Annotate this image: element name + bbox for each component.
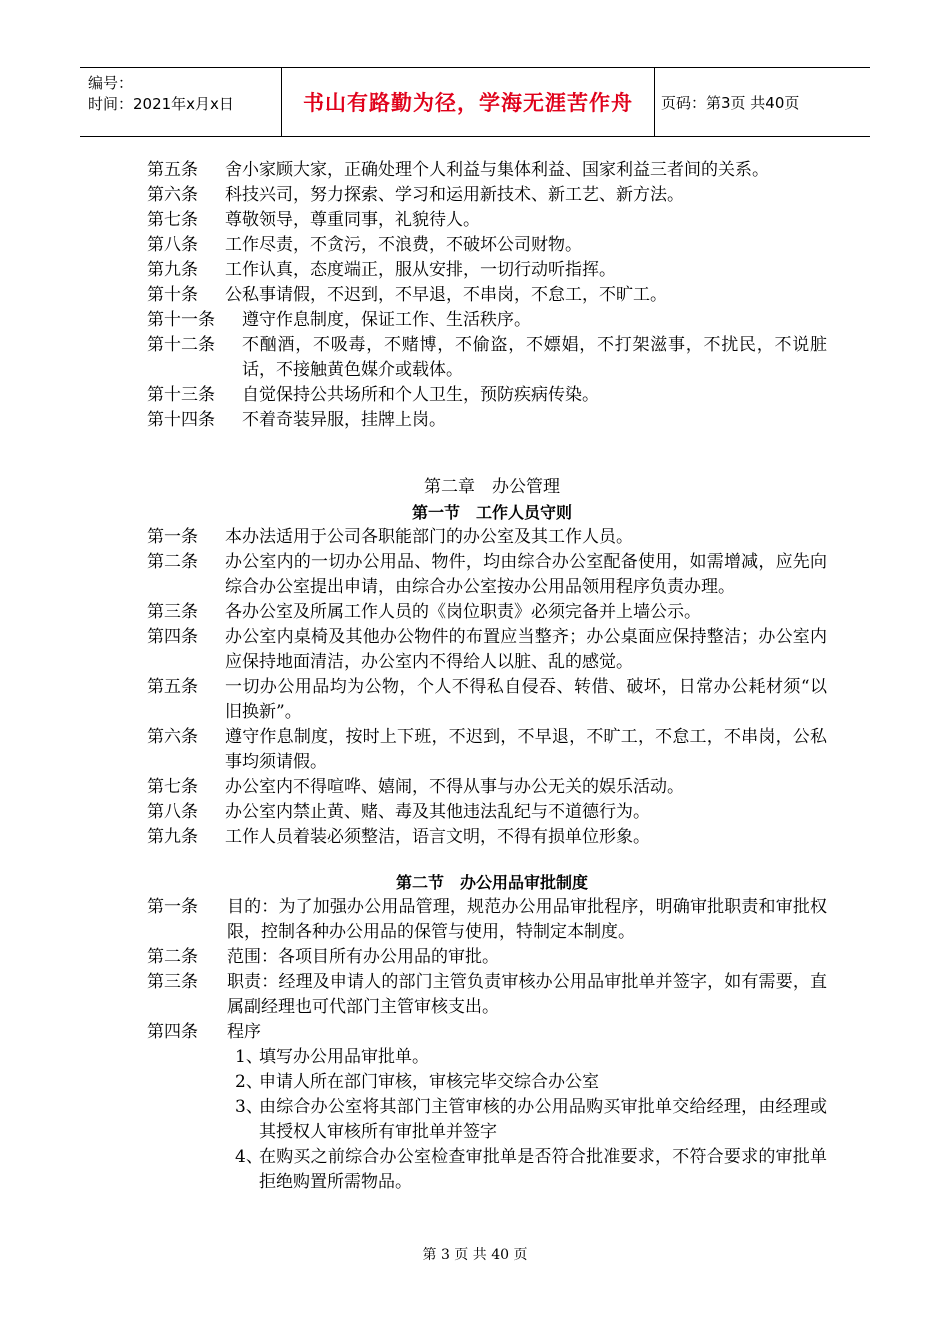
step-number: 2、 bbox=[235, 1072, 263, 1092]
article-number: 第九条 bbox=[147, 827, 198, 847]
article-number: 第二条 bbox=[147, 947, 198, 967]
article-text: 公私事请假，不迟到，不早退，不串岗，不怠工，不旷工。 bbox=[225, 285, 667, 305]
header-page-info: 页码：第3页 共40页 bbox=[661, 93, 800, 112]
article-text: 遵守作息制度，保证工作、生活秩序。 bbox=[242, 310, 531, 330]
article-text: 不着奇装异服，挂牌上岗。 bbox=[242, 410, 446, 430]
step-number: 1、 bbox=[235, 1047, 263, 1067]
article-item bbox=[147, 675, 827, 725]
article-number: 第三条 bbox=[147, 602, 198, 622]
document-time-label: 时间：2021年x月x日 bbox=[88, 95, 234, 113]
article-number: 第六条 bbox=[147, 185, 198, 205]
articles-block-c bbox=[147, 895, 827, 1045]
article-item bbox=[147, 333, 827, 383]
article-text: 自觉保持公共场所和个人卫生，预防疾病传染。 bbox=[242, 385, 599, 405]
article-text: 本办法适用于公司各职能部门的办公室及其工作人员。 bbox=[225, 527, 633, 547]
header-meta bbox=[80, 68, 282, 136]
article-item bbox=[147, 970, 827, 1020]
document-number-label: 编号： bbox=[88, 74, 134, 92]
article-number: 第七条 bbox=[147, 210, 198, 230]
article-number: 第十三条 bbox=[147, 385, 215, 405]
article-item bbox=[147, 383, 827, 408]
article-item bbox=[147, 408, 827, 433]
step-text: 在购买之前综合办公室检查审批单是否符合批准要求，不符合要求的审批单拒绝购置所需物品。 bbox=[259, 1147, 827, 1192]
article-number: 第四条 bbox=[147, 1022, 198, 1042]
page-footer: 第 3 页 共 40 页 bbox=[422, 1247, 528, 1263]
article-text: 不酗酒，不吸毒，不赌博，不偷盗，不嫖娼，不打架滋事，不扰民，不说脏话，不接触黄色媒介或载体。 bbox=[242, 335, 827, 380]
article-number: 第九条 bbox=[147, 260, 198, 280]
article-item bbox=[147, 600, 827, 625]
article-item bbox=[147, 208, 827, 233]
article-item bbox=[147, 625, 827, 675]
article-number: 第八条 bbox=[147, 802, 198, 822]
article-number: 第六条 bbox=[147, 727, 198, 747]
step-number: 3、 bbox=[235, 1097, 263, 1117]
article-text: 办公室内的一切办公用品、物件，均由综合办公室配备使用，如需增减，应先向综合办公室提出申请，由综合办公室按办公用品领用程序负责办理。 bbox=[225, 552, 827, 597]
article-number: 第五条 bbox=[147, 677, 198, 697]
procedure-step bbox=[235, 1145, 827, 1195]
article-item bbox=[147, 308, 827, 333]
article-text: 办公室内桌椅及其他办公物件的布置应当整齐；办公桌面应保持整洁；办公室内应保持地面清洁，办公室内不得给人以脏、乱的感觉。 bbox=[225, 627, 827, 672]
article-text: 尊敬领导，尊重同事，礼貌待人。 bbox=[225, 210, 480, 230]
article-item bbox=[147, 233, 827, 258]
article-text: 范围：各项目所有办公用品的审批。 bbox=[227, 947, 499, 967]
procedure-step bbox=[235, 1045, 827, 1070]
article-number: 第一条 bbox=[147, 897, 198, 917]
article-number: 第三条 bbox=[147, 972, 198, 992]
document-body bbox=[147, 158, 827, 1195]
chapter-title: 第二章 办公管理 bbox=[424, 477, 560, 497]
article-item bbox=[147, 775, 827, 800]
article-text: 工作尽责，不贪污，不浪费，不破坏公司财物。 bbox=[225, 235, 582, 255]
articles-block-a bbox=[147, 158, 827, 433]
procedure-step bbox=[235, 1095, 827, 1145]
article-number: 第十四条 bbox=[147, 410, 215, 430]
header-motto: 书山有路勤为径，学海无涯苦作舟 bbox=[282, 68, 655, 136]
article-text: 遵守作息制度，按时上下班，不迟到，不早退，不旷工，不怠工，不串岗，公私事均须请假。 bbox=[225, 727, 827, 772]
article-item bbox=[147, 725, 827, 775]
article-text: 办公室内禁止黄、赌、毒及其他违法乱纪与不道德行为。 bbox=[225, 802, 650, 822]
article-text: 舍小家顾大家，正确处理个人利益与集体利益、国家利益三者间的关系。 bbox=[225, 160, 769, 180]
article-number: 第七条 bbox=[147, 777, 198, 797]
article-text: 工作认真，态度端正，服从安排，一切行动听指挥。 bbox=[225, 260, 616, 280]
article-item bbox=[147, 183, 827, 208]
article-item bbox=[147, 258, 827, 283]
article-item bbox=[147, 1020, 827, 1045]
article-number: 第五条 bbox=[147, 160, 198, 180]
article-text: 工作人员着装必须整洁，语言文明，不得有损单位形象。 bbox=[225, 827, 650, 847]
procedure-step bbox=[235, 1070, 827, 1095]
article-number: 第二条 bbox=[147, 552, 198, 572]
article-text: 一切办公用品均为公物，个人不得私自侵吞、转借、破坏，日常办公耗材须“以旧换新”。 bbox=[225, 677, 827, 722]
section-title-office-supplies-approval: 第二节 办公用品审批制度 bbox=[395, 873, 588, 892]
step-text: 填写办公用品审批单。 bbox=[259, 1047, 429, 1067]
article-text: 程序 bbox=[227, 1022, 261, 1042]
article-item bbox=[147, 525, 827, 550]
article-number: 第十一条 bbox=[147, 310, 215, 330]
article-text: 办公室内不得喧哗、嬉闹，不得从事与办公无关的娱乐活动。 bbox=[225, 777, 684, 797]
step-text: 由综合办公室将其部门主管审核的办公用品购买审批单交给经理，由经理或其授权人审核所有审批单并签字 bbox=[259, 1097, 827, 1142]
article-number: 第十条 bbox=[147, 285, 198, 305]
article-text: 科技兴司，努力探索、学习和运用新技术、新工艺、新方法。 bbox=[225, 185, 684, 205]
step-text: 申请人所在部门审核，审核完毕交综合办公室 bbox=[259, 1072, 599, 1092]
article-number: 第十二条 bbox=[147, 335, 215, 355]
articles-block-b bbox=[147, 525, 827, 850]
article-item bbox=[147, 945, 827, 970]
article-text: 目的：为了加强办公用品管理，规范办公用品审批程序，明确审批职责和审批权限，控制各种办公用品的保管与使用，特制定本制度。 bbox=[227, 897, 827, 942]
section-title-staff-rules: 第一节 工作人员守则 bbox=[411, 503, 572, 522]
article-item bbox=[147, 800, 827, 825]
article-number: 第四条 bbox=[147, 627, 198, 647]
article-item bbox=[147, 550, 827, 600]
page-header bbox=[80, 67, 870, 137]
procedure-steps bbox=[147, 1045, 827, 1195]
article-item bbox=[147, 825, 827, 850]
article-number: 第一条 bbox=[147, 527, 198, 547]
article-text: 职责：经理及申请人的部门主管负责审核办公用品审批单并签字，如有需要，直属副经理也可代部门主管审核支出。 bbox=[227, 972, 827, 1017]
article-item bbox=[147, 158, 827, 183]
article-item bbox=[147, 895, 827, 945]
step-number: 4、 bbox=[235, 1147, 263, 1167]
article-number: 第八条 bbox=[147, 235, 198, 255]
article-item bbox=[147, 283, 827, 308]
article-text: 各办公室及所属工作人员的《岗位职责》必须完备并上墙公示。 bbox=[225, 602, 701, 622]
